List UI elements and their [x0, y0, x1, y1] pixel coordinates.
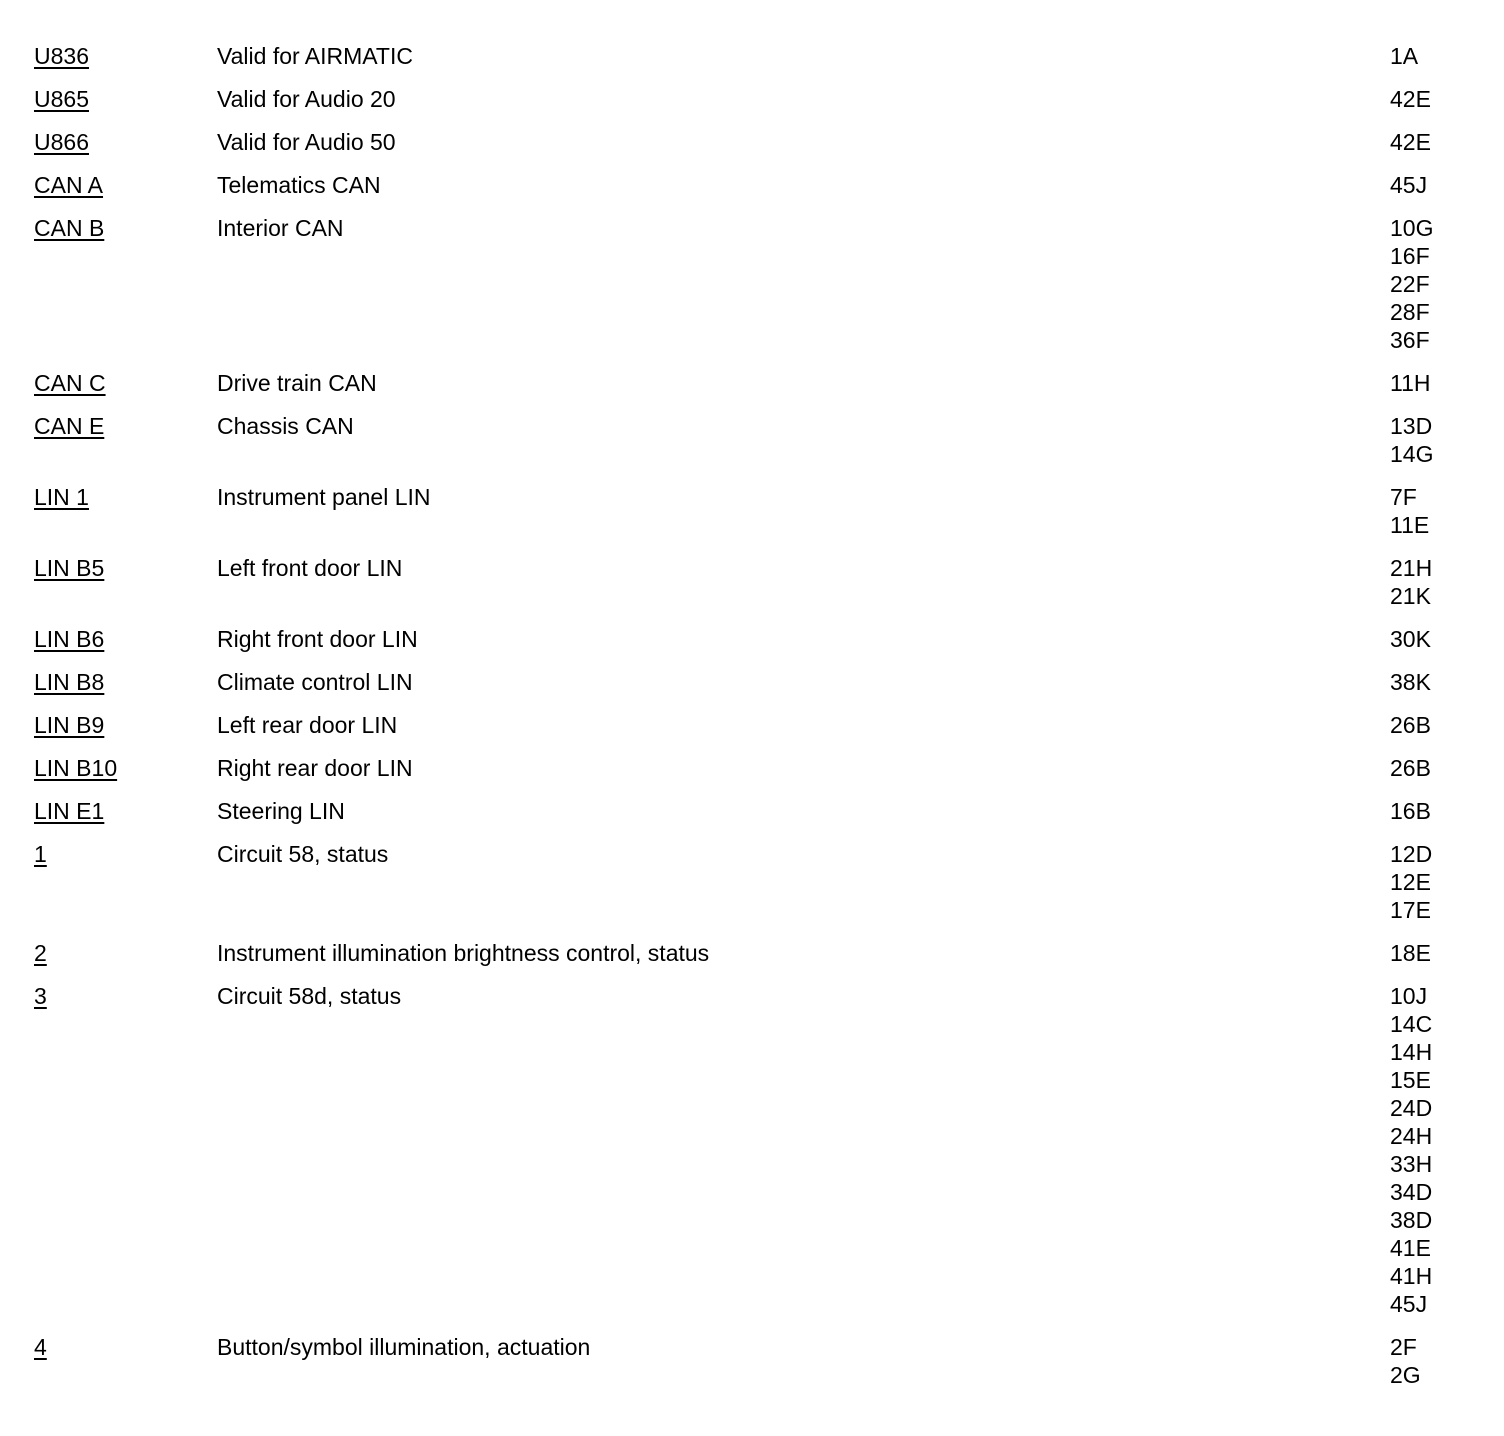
entry-description: Interior CAN	[217, 215, 344, 241]
entry-grid-refs	[1390, 483, 1474, 539]
entry-description: Circuit 58d, status	[217, 983, 402, 1009]
entry-code-link[interactable]: U866	[34, 129, 89, 155]
grid-ref: 17E	[1390, 897, 1431, 923]
legend-entry	[34, 797, 1474, 825]
legend-entry	[34, 42, 1474, 70]
grid-ref: 1A	[1390, 43, 1419, 69]
entry-description: Valid for Audio 20	[217, 86, 396, 112]
entry-grid-refs	[1390, 171, 1474, 199]
entry-code-link[interactable]: LIN B9	[34, 712, 105, 738]
grid-ref: 16B	[1390, 798, 1431, 824]
grid-ref: 33H	[1390, 1151, 1433, 1177]
entry-description: Right rear door LIN	[217, 755, 413, 781]
grid-ref: 18E	[1390, 940, 1431, 966]
entry-grid-refs	[1390, 85, 1474, 113]
grid-ref: 21K	[1390, 583, 1431, 609]
entry-description: Telematics CAN	[217, 172, 381, 198]
grid-ref: 11H	[1390, 370, 1431, 396]
entry-code-link[interactable]: 4	[34, 1334, 47, 1360]
grid-ref: 24H	[1390, 1123, 1433, 1149]
grid-ref: 12E	[1390, 869, 1431, 895]
grid-ref: 26B	[1390, 712, 1431, 738]
grid-ref: 24D	[1390, 1095, 1433, 1121]
entry-description: Button/symbol illumination, actuation	[217, 1334, 591, 1360]
entry-description: Instrument illumination brightness control, status	[217, 940, 710, 966]
legend-entry	[34, 711, 1474, 739]
entry-code-link[interactable]: 1	[34, 841, 47, 867]
grid-ref: 2F	[1390, 1334, 1417, 1360]
entry-grid-refs	[1390, 754, 1474, 782]
entry-code-link[interactable]: U865	[34, 86, 89, 112]
entry-grid-refs	[1390, 42, 1474, 70]
entry-grid-refs	[1390, 625, 1474, 653]
grid-ref: 14H	[1390, 1039, 1433, 1065]
entry-description: Instrument panel LIN	[217, 484, 431, 510]
entry-grid-refs	[1390, 412, 1474, 468]
grid-ref: 15E	[1390, 1067, 1431, 1093]
grid-ref: 26B	[1390, 755, 1431, 781]
legend-entry	[34, 483, 1474, 539]
entry-code-link[interactable]: LIN B6	[34, 626, 105, 652]
entry-grid-refs	[1390, 554, 1474, 610]
entry-code-link[interactable]: CAN C	[34, 370, 106, 396]
entry-description: Valid for AIRMATIC	[217, 43, 413, 69]
grid-ref: 21H	[1390, 555, 1433, 581]
legend-entry	[34, 625, 1474, 653]
grid-ref: 10J	[1390, 983, 1428, 1009]
legend-entry	[34, 369, 1474, 397]
entry-code-link[interactable]: CAN B	[34, 215, 105, 241]
grid-ref: 34D	[1390, 1179, 1433, 1205]
entry-code-link[interactable]: LIN B10	[34, 755, 118, 781]
legend-entry	[34, 754, 1474, 782]
entry-description: Circuit 58, status	[217, 841, 389, 867]
legend-entry	[34, 982, 1474, 1318]
entry-grid-refs	[1390, 369, 1474, 397]
entry-description: Drive train CAN	[217, 370, 377, 396]
entry-code-link[interactable]: 2	[34, 940, 47, 966]
grid-ref: 28F	[1390, 299, 1430, 325]
entry-grid-refs	[1390, 214, 1474, 354]
grid-ref: 30K	[1390, 626, 1431, 652]
entry-description: Steering LIN	[217, 798, 345, 824]
entry-grid-refs	[1390, 982, 1474, 1318]
entry-description: Left front door LIN	[217, 555, 403, 581]
entry-grid-refs	[1390, 939, 1474, 967]
entry-code-link[interactable]: U836	[34, 43, 89, 69]
entry-grid-refs	[1390, 797, 1474, 825]
grid-ref: 45J	[1390, 1291, 1428, 1317]
grid-ref: 22F	[1390, 271, 1430, 297]
grid-ref: 41E	[1390, 1235, 1431, 1261]
entry-description: Chassis CAN	[217, 413, 354, 439]
grid-ref: 10G	[1390, 215, 1434, 241]
grid-ref: 38D	[1390, 1207, 1433, 1233]
entry-grid-refs	[1390, 128, 1474, 156]
legend-entry	[34, 1333, 1474, 1389]
grid-ref: 36F	[1390, 327, 1430, 353]
entry-code-link[interactable]: LIN E1	[34, 798, 105, 824]
grid-ref: 7F	[1390, 484, 1417, 510]
entry-grid-refs	[1390, 840, 1474, 924]
legend-entry	[34, 85, 1474, 113]
entry-grid-refs	[1390, 668, 1474, 696]
entry-code-link[interactable]: LIN 1	[34, 484, 89, 510]
legend-entry	[34, 668, 1474, 696]
entry-code-link[interactable]: 3	[34, 983, 47, 1009]
entry-description: Right front door LIN	[217, 626, 418, 652]
legend-list	[34, 42, 1474, 1404]
entry-grid-refs	[1390, 1333, 1474, 1389]
entry-code-link[interactable]: LIN B8	[34, 669, 105, 695]
grid-ref: 14C	[1390, 1011, 1433, 1037]
grid-ref: 2G	[1390, 1362, 1421, 1388]
grid-ref: 38K	[1390, 669, 1431, 695]
entry-description: Valid for Audio 50	[217, 129, 396, 155]
entry-code-link[interactable]: CAN A	[34, 172, 104, 198]
grid-ref: 11E	[1390, 512, 1430, 538]
grid-ref: 42E	[1390, 129, 1431, 155]
entry-code-link[interactable]: CAN E	[34, 413, 105, 439]
grid-ref: 42E	[1390, 86, 1431, 112]
entry-grid-refs	[1390, 711, 1474, 739]
legend-entry	[34, 214, 1474, 354]
grid-ref: 12D	[1390, 841, 1433, 867]
entry-code-link[interactable]: LIN B5	[34, 555, 105, 581]
grid-ref: 14G	[1390, 441, 1434, 467]
legend-entry	[34, 554, 1474, 610]
legend-entry	[34, 840, 1474, 924]
grid-ref: 45J	[1390, 172, 1428, 198]
legend-entry	[34, 128, 1474, 156]
legend-entry	[34, 412, 1474, 468]
entry-description: Left rear door LIN	[217, 712, 398, 738]
grid-ref: 13D	[1390, 413, 1433, 439]
legend-entry	[34, 939, 1474, 967]
entry-description: Climate control LIN	[217, 669, 413, 695]
legend-entry	[34, 171, 1474, 199]
grid-ref: 16F	[1390, 243, 1430, 269]
grid-ref: 41H	[1390, 1263, 1433, 1289]
